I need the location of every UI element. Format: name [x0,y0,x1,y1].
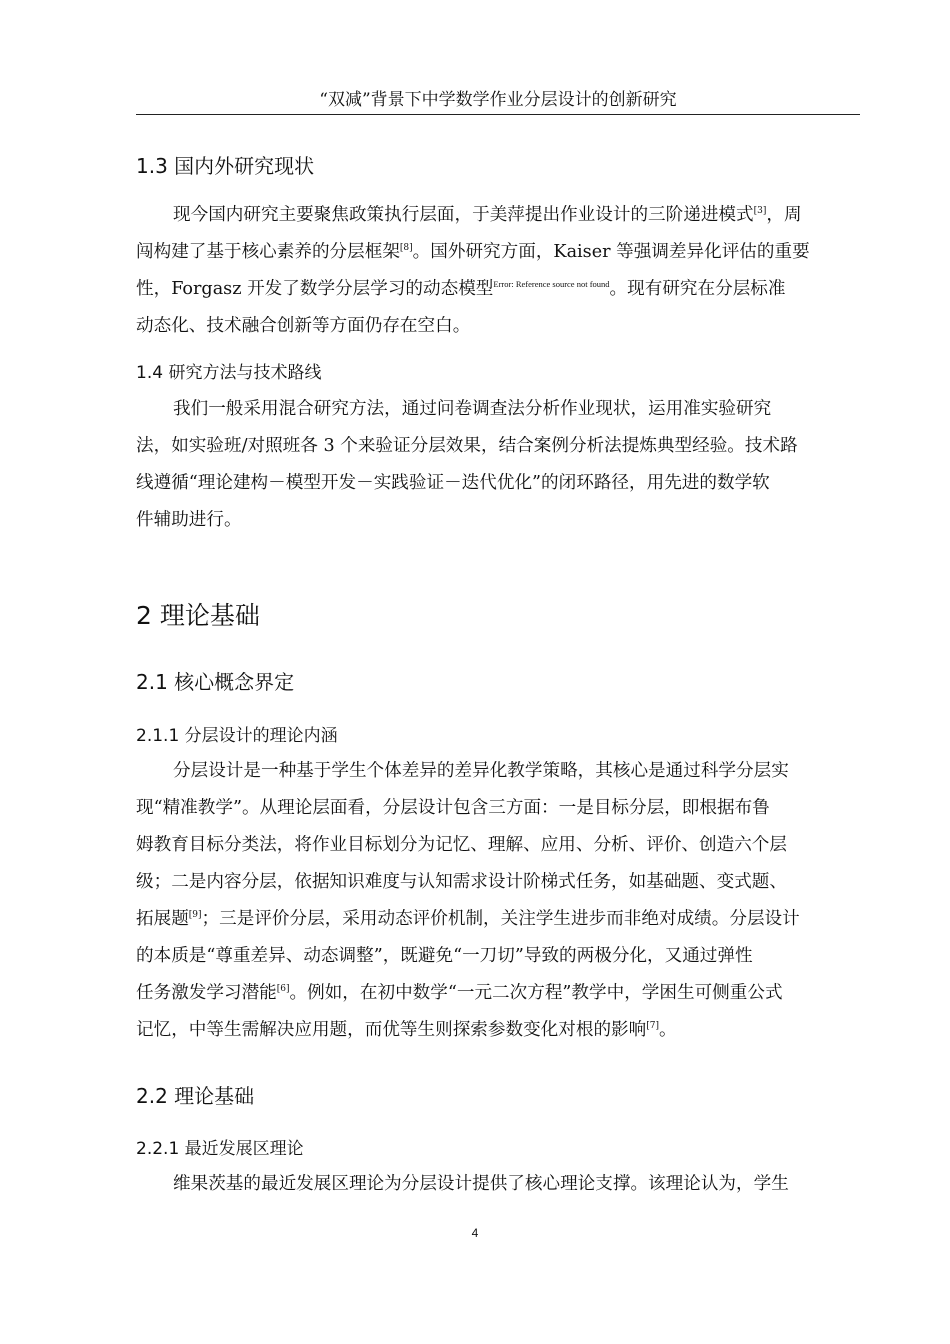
paragraph-2-1-1 [136,753,858,1049]
running-header: “双减”背景下中学数学作业分层设计的创新研究 [136,88,860,115]
paragraph-line: 姆教育目标分类法，将作业目标划分为记忆、理解、应用、分析、评价、创造六个层 [136,835,787,855]
chapter-heading-2: 2 理论基础 [136,601,260,630]
paragraph-line: 动态化、技术融合创新等方面仍存在空白。 [136,316,471,336]
paragraph-line: 件辅助进行。 [136,510,242,530]
section-heading-2-2: 2.2 理论基础 [136,1084,255,1108]
paragraph-line: 法，如实验班/对照班各 3 个来验证分层效果，结合案例分析法提炼典型经验。技术路 [136,436,798,456]
paragraph-1-3 [136,197,858,345]
paragraph-line: 我们一般采用混合研究方法，通过问卷调查法分析作业现状，运用准实验研究 [173,399,772,419]
paragraph-line: 的本质是“尊重差异、动态调整”，既避免“一刀切”导致的两极分化，又通过弹性 [136,946,753,966]
paragraph-line: 级；二是内容分层，依据知识难度与认知需求设计阶梯式任务，如基础题、变式题、 [136,872,787,892]
paragraph-2-2-1 [136,1166,858,1203]
paragraph-line: 记忆，中等生需解决应用题，而优等生则探索参数变化对根的影响[7]。 [136,1020,677,1040]
section-heading-2-1: 2.1 核心概念界定 [136,670,295,694]
paragraph-line: 闯构建了基于核心素养的分层框架[8]。国外研究方面，Kaiser 等强调差异化评估的重要 [136,242,810,262]
citation: [9] [188,910,202,921]
citation-error: Error: Reference source not found [493,279,610,290]
section-heading-2-1-1: 2.1.1 分层设计的理论内涵 [136,726,338,746]
citation: [3] [753,206,767,217]
citation: [7] [646,1021,659,1032]
paragraph-line: 任务激发学习潜能[6]。例如，在初中数学“一元二次方程”教学中，学困生可侧重公式 [136,983,783,1003]
paragraph-line: 拓展题[9]；三是评价分层，采用动态评价机制，关注学生进步而非绝对成绩。分层设计 [136,909,800,929]
paragraph-line: 性，Forgasz 开发了数学分层学习的动态模型$^{Error: Reference source not found}$。现有研究在分层标准 [136,279,786,299]
paragraph-line: 现“精准教学”。从理论层面看，分层设计包含三方面：一是目标分层，即根据布鲁 [136,798,770,818]
citation: [6] [276,984,290,995]
page-number: 4 [471,1226,479,1240]
citation: [8] [399,243,413,254]
section-heading-2-2-1: 2.2.1 最近发展区理论 [136,1139,304,1159]
paragraph-line: 线遵循“理论建构－模型开发－实践验证－迭代优化”的闭环路径，用先进的数学软 [136,473,770,493]
section-heading-1-3: 1.3 国内外研究现状 [136,154,315,178]
paragraph-line: 维果茨基的最近发展区理论为分层设计提供了核心理论支撑。该理论认为，学生 [173,1174,789,1194]
paragraph-line: 分层设计是一种基于学生个体差异的差异化教学策略，其核心是通过科学分层实 [173,761,789,781]
paragraph-1-4 [136,391,858,539]
section-heading-1-4: 1.4 研究方法与技术路线 [136,363,322,383]
paragraph-line: 现今国内研究主要聚焦政策执行层面，于美萍提出作业设计的三阶递进模式[3]，周 [173,205,802,225]
